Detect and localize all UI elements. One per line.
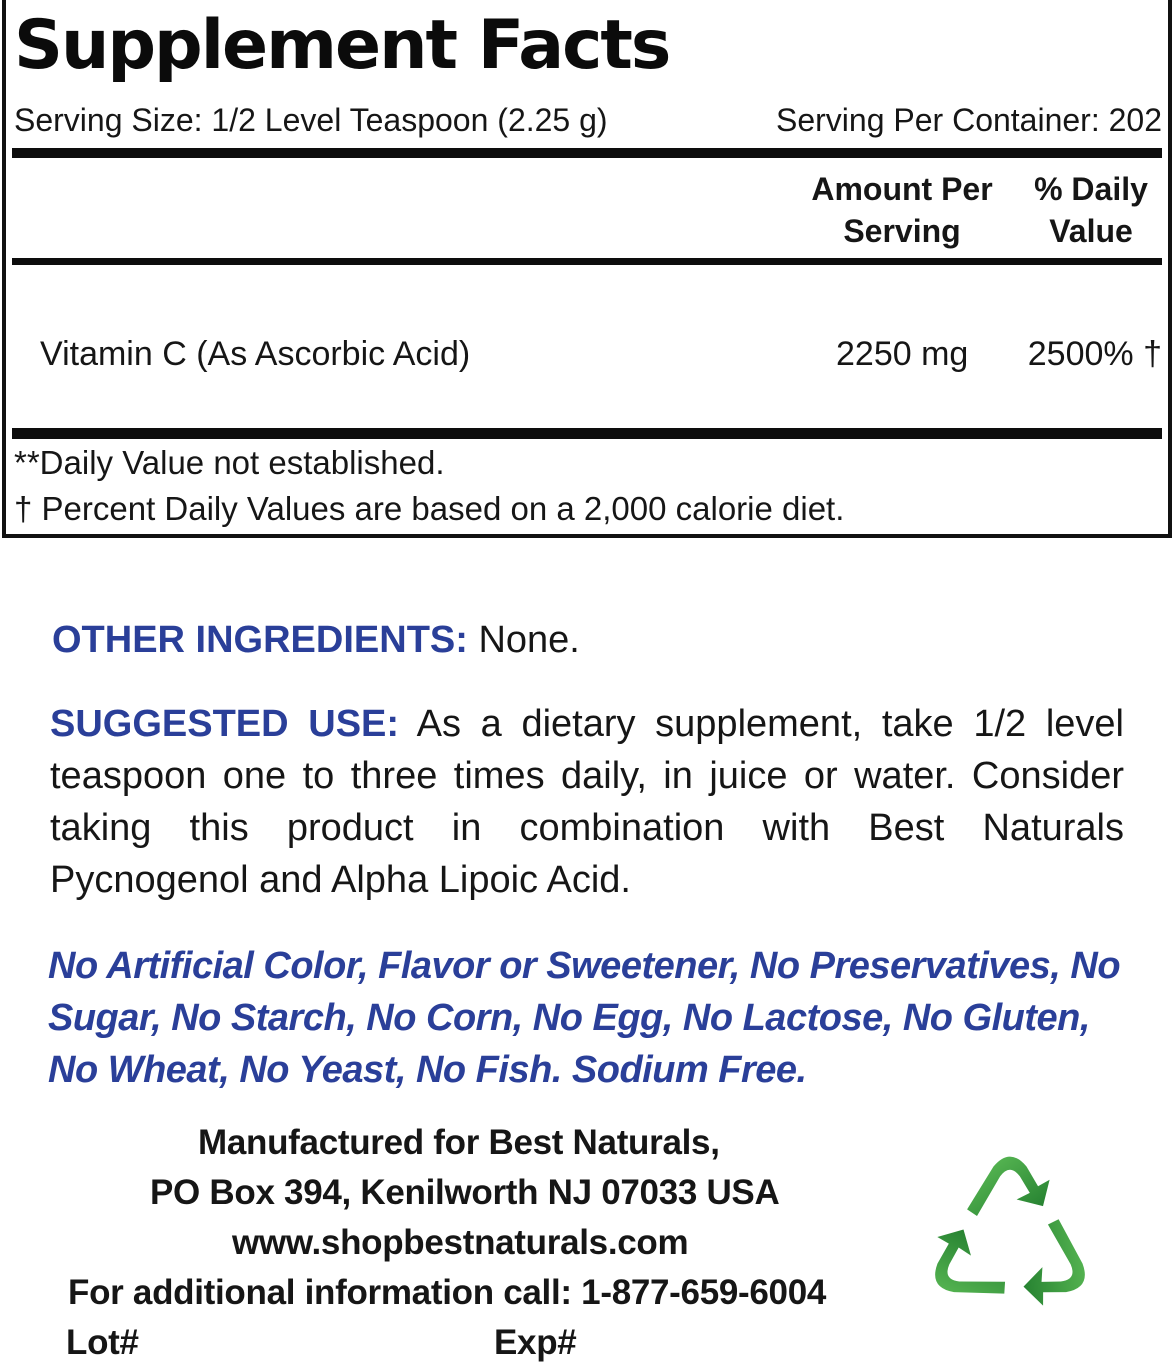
column-header-amount-line2: Serving <box>843 213 961 249</box>
free-from-statement: No Artificial Color, Flavor or Sweetener, No Preservatives, No Sugar, No Starch, No Corn, No Egg, No Lactose, No Gluten, No Wheat, No Yeast, No Fish. Sodium Free. <box>48 945 1121 1091</box>
suggested-use-text: As a dietary supplement, take 1/2 level teaspoon one to three times daily, in juice or water. Consider taking this product in combination with Best Naturals Pycnogenol and Alpha Lipoic Acid. <box>50 703 1124 901</box>
other-ingredients <box>52 616 1124 664</box>
nutrient-name: Vitamin C (As Ascorbic Acid) <box>40 335 471 373</box>
suggested-use <box>50 698 1124 906</box>
thick-divider <box>12 148 1162 158</box>
manufacturer-address: PO Box 394, Kenilworth NJ 07033 USA <box>150 1173 780 1212</box>
manufacturer-website: www.shopbestnaturals.com <box>232 1223 689 1262</box>
manufacturer-phone: For additional information call: 1-877-659-6004 <box>68 1273 827 1312</box>
suggested-use-heading: SUGGESTED USE: <box>50 703 400 745</box>
supplement-facts-panel <box>2 0 1172 538</box>
column-header-daily-value <box>1011 168 1171 252</box>
other-ingredients-text: None. <box>467 619 580 661</box>
manufacturer-line: Manufactured for Best Naturals, <box>198 1123 720 1162</box>
footnote-daily-value: **Daily Value not established. <box>14 444 445 481</box>
servings-per-container: Serving Per Container: 202 <box>776 102 1162 138</box>
thick-divider-bottom <box>12 428 1162 439</box>
header-divider <box>12 258 1162 265</box>
footnote-percent-daily: † Percent Daily Values are based on a 2,000 calorie diet. <box>14 490 845 527</box>
column-header-amount <box>786 168 1018 252</box>
serving-size: Serving Size: 1/2 Level Teaspoon (2.25 g) <box>14 102 608 138</box>
panel-title: Supplement Facts <box>14 6 670 85</box>
column-header-dv-line1: % Daily <box>1034 171 1148 207</box>
nutrient-daily-value: 2500% † <box>1027 335 1162 373</box>
nutrient-amount: 2250 mg <box>836 335 969 373</box>
expiry-label: Exp# <box>494 1323 577 1362</box>
lot-number-label: Lot# <box>66 1323 139 1362</box>
other-ingredients-heading: OTHER INGREDIENTS: <box>52 619 468 661</box>
column-header-dv-line2: Value <box>1049 213 1133 249</box>
recycle-icon <box>925 1150 1095 1315</box>
column-header-amount-line1: Amount Per <box>811 171 993 207</box>
